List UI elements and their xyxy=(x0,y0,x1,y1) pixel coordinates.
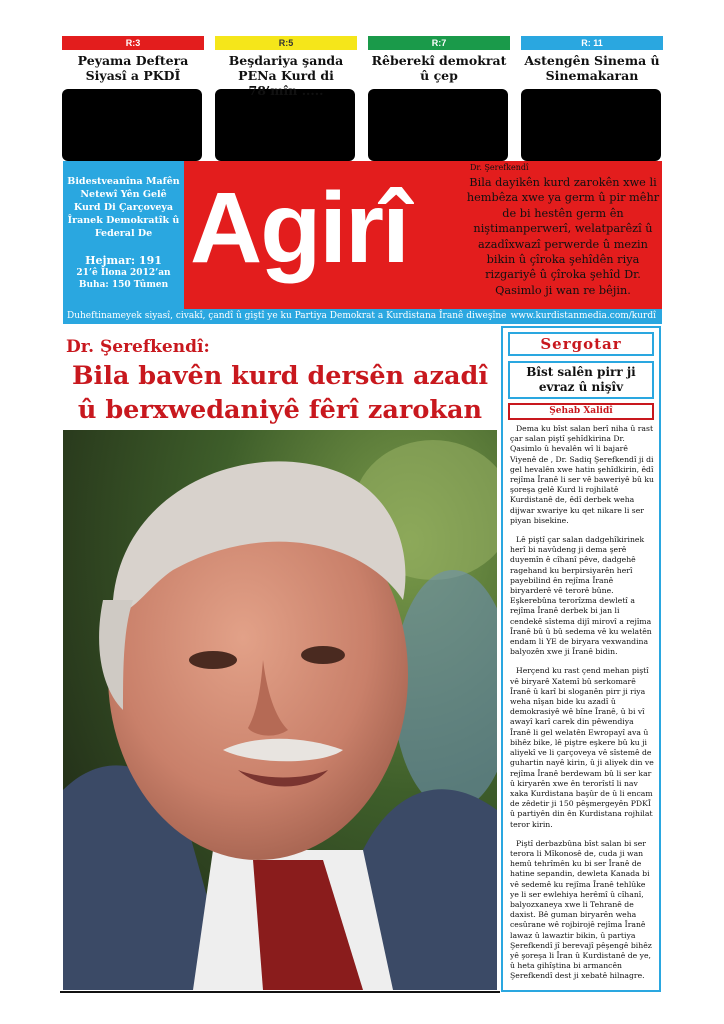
teaser-1[interactable] xyxy=(62,36,204,161)
website-link[interactable]: www.kurdistanmedia.com/kurdî xyxy=(510,311,656,321)
teaser-page-tag: R:3 xyxy=(62,36,204,50)
publisher-bar xyxy=(63,309,662,324)
editorial-sidebar xyxy=(501,326,661,992)
section-label: Sergotar xyxy=(508,332,654,356)
publisher-note: Duheftinameyek siyasî, civakî, çandî û giştî ye ku Partiya Demokrat a Kurdistana Îranê diweşîne xyxy=(67,311,507,321)
masthead-description: Bidestveanîna Mafên Netewî Yên Gelê Kurd Di Çarçoveya Îranek Demokratîk û Federal De xyxy=(67,176,180,239)
teaser-title: Peyama Deftera Siyasî a PKDÎ xyxy=(77,53,189,83)
teaser-image xyxy=(521,89,661,161)
editorial-body xyxy=(510,424,654,991)
masthead-quote: Bila dayikên kurd zarokên xwe li hembêza xwe ya germ û pir mêhr de bi hestên germ ên niştimanperwerî, welatparêzî û azadîxwazî perwerde û mezin bikin û çîroka şehîdên riya rizgariyê û çîroka şehîd Dr. Qasimlo ji wan re bêjin. xyxy=(466,176,660,297)
editorial-paragraph: Dema ku bîst salan berî niha û rast çar salan piştî şehîdkirina Dr. Qasimlo û hevalên wî li bajarê Viyenê de , Dr. Sadiq Şerefkendî ji di gel hevalên xwe hatin şehîdkirin, êdî rejîma Îranê li ser vê baweriyê bû ku şoreşa gelê Kurd li rojhilatê Kurdistanê de, êdî derbek weha dijwar xwariye ku qet nikare li ser piyan bisekine. xyxy=(510,424,654,525)
teaser-page-tag: R:7 xyxy=(368,36,510,50)
portrait-illustration xyxy=(63,430,497,990)
lead-headline[interactable]: Bila bavên kurd dersên azadî û berxwedaniyê fêrî zarokan xyxy=(71,361,489,425)
teaser-title: Astengên Sinema û Sinemakaran xyxy=(524,53,660,83)
teaser-image xyxy=(62,89,202,161)
issue-date: 21’ê Îlona 2012’an xyxy=(76,268,171,278)
teaser-3[interactable] xyxy=(368,36,510,161)
editorial-paragraph: Lê piştî çar salan dadgehîkirinek herî bi navûdeng ji dema şerê duyemîn ê cîhanî pêve, dadgehê ragehand ku berpirsiyarên herî payebilind ên rejîma Îranê biryarderê vê terorê bûne. Eşkerebûna terorîzma dewletî a rejîma Îranê derbek bi jan li cendekê sîstema dijî mirovî a rejîma Îranê bû û bû sedema vê ku welatên endam li YE de biryara vexwandina balyozên xwe ji Îranê bidin. xyxy=(510,535,652,657)
issue-number: Hejmar: 191 xyxy=(85,254,162,267)
teaser-page-tag: R: 11 xyxy=(521,36,663,50)
teaser-4[interactable] xyxy=(521,36,663,161)
teaser-image xyxy=(368,89,508,161)
masthead-info-panel xyxy=(63,161,184,309)
teaser-title: Beşdariya şanda PENa Kurd di 78’mîn ..... xyxy=(228,53,344,98)
editorial-paragraph: Herçend ku rast çend mehan piştî vê biryarê Xatemî bû serkomarê Îranê û karî bi sloganên pirr ji riya weha nîşan bide ku azadî û demokrasiyê wê bîne Îranê, û bi vî awayî karî carek din pêwendiya Îranê li gel welatên Ewropayî ava û bihêz bike, lê piştre eşkere bû ku ji aliyekî ve li çarçoveya vê sîstemê de guhartin nayê kirin, û ji aliyek din ve rejîma Îranê berdewam bû li ser kar û kiryarên xwe ên terorîstî li nav xaka Kurdistana başûr de û li encam de zêdetir ji 150 pêşmergeyên PDKÎ û partiyên din ên Kurdistana rojhilat teror kirin. xyxy=(510,666,654,829)
teaser-image xyxy=(215,89,355,161)
editorial-paragraph: Piştî derbazbûna bîst salan bi ser terora li Mîkonosê de, cuda ji wan hemû tehrîmên ku bi ser Îranê de hatine sepandin, dewleta Kanada bi vê sedemê ku rejîma Îranê tehlûke ye li ser ewlehiya herêmî û cîhanî, balyozxaneya xwe li Tehranê de daxist. Bê guman biryarên weha cesûrane wê rojbirojê rejîma Îranê lawaz û lawaztir bikin, û partiya Şerefkendî jî berevajî pêşengê bihêz yê şoreşa li Îran û Kurdistanê de ye, û heta gihîştina bi armancên Şerefkendî dest ji xebatê hilnagre. xyxy=(510,838,652,981)
teaser-title: Rêberekî demokrat û çep xyxy=(371,53,507,83)
newspaper-logo: Agirî xyxy=(190,172,408,284)
quote-byline: Dr. Şerefkendî xyxy=(470,163,529,172)
teaser-2[interactable] xyxy=(215,36,357,161)
photo-rule xyxy=(60,991,500,993)
lead-photo xyxy=(63,430,497,990)
lead-kicker: Dr. Şerefkendî: xyxy=(66,337,210,357)
editorial-author: Şehab Xalidî xyxy=(508,403,654,420)
teaser-page-tag: R:5 xyxy=(215,36,357,50)
editorial-title[interactable]: Bîst salên pirr ji evraz û nişîv xyxy=(508,361,654,399)
issue-price: Buha: 150 Tûmen xyxy=(78,280,169,290)
